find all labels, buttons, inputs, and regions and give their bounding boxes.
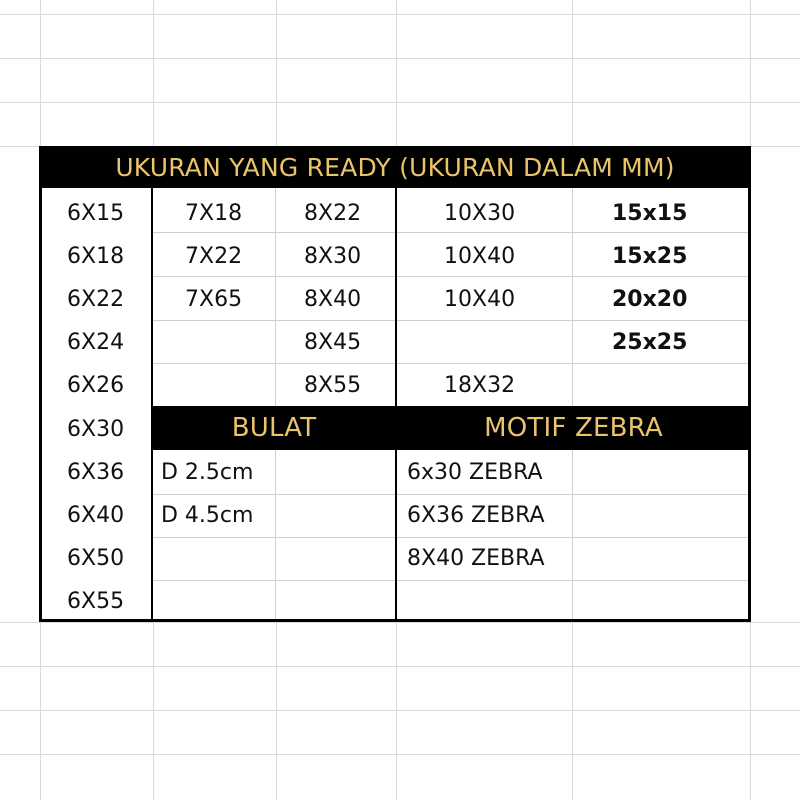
size-cell: 8X45 <box>304 330 362 355</box>
size-cell: 8X55 <box>304 373 362 398</box>
size-cell: 7X18 <box>185 201 243 226</box>
size-table <box>39 146 751 622</box>
size-cell: 10X40 <box>444 244 516 269</box>
zebra-item: 6X36 ZEBRA <box>407 503 545 528</box>
bulat-item: D 4.5cm <box>161 503 254 528</box>
row-divider <box>152 363 751 364</box>
size-cell: 6X18 <box>67 244 125 269</box>
size-cell: 6X24 <box>67 330 125 355</box>
size-cell: 7X22 <box>185 244 243 269</box>
size-cell: 8X22 <box>304 201 362 226</box>
size-cell: 10X30 <box>444 201 516 226</box>
size-cell: 6X22 <box>67 287 125 312</box>
border-left <box>39 146 42 622</box>
grid-line <box>0 58 800 59</box>
size-cell: 6X40 <box>67 503 125 528</box>
size-cell: 8X40 <box>304 287 362 312</box>
bulat-item: D 2.5cm <box>161 460 254 485</box>
grid-line <box>0 14 800 15</box>
col-divider <box>572 188 573 406</box>
size-cell: 6X26 <box>67 373 125 398</box>
zebra-header: MOTIF ZEBRA <box>396 406 751 450</box>
grid-line <box>0 710 800 711</box>
size-cell: 15x15 <box>612 201 688 226</box>
table-title: UKURAN YANG READY (UKURAN DALAM MM) <box>39 146 751 188</box>
size-cell: 25x25 <box>612 330 688 355</box>
grid-line <box>0 102 800 103</box>
divider-col1 <box>151 188 153 622</box>
row-divider <box>152 232 751 233</box>
zebra-item: 8X40 ZEBRA <box>407 546 545 571</box>
size-cell: 10X40 <box>444 287 516 312</box>
size-cell: 20x20 <box>612 287 688 312</box>
grid-line <box>0 622 800 623</box>
row-divider <box>152 320 751 321</box>
zebra-item: 6x30 ZEBRA <box>407 460 543 485</box>
size-cell: 6X15 <box>67 201 125 226</box>
size-cell: 6X50 <box>67 546 125 571</box>
size-cell: 8X30 <box>304 244 362 269</box>
size-cell: 18X32 <box>444 373 516 398</box>
grid-line <box>0 666 800 667</box>
col-divider <box>275 450 276 622</box>
size-cell: 7X65 <box>185 287 243 312</box>
grid-line <box>0 754 800 755</box>
row-divider <box>152 580 751 581</box>
size-cell: 15x25 <box>612 244 688 269</box>
divider-mid <box>395 188 397 622</box>
size-cell: 6X30 <box>67 417 125 442</box>
col-divider <box>275 188 276 406</box>
row-divider <box>152 494 751 495</box>
size-cell: 6X36 <box>67 460 125 485</box>
bulat-header: BULAT <box>152 406 396 450</box>
size-cell: 6X55 <box>67 589 125 614</box>
row-divider <box>152 276 751 277</box>
col-divider <box>572 450 573 622</box>
border-right <box>748 146 751 622</box>
row-divider <box>152 537 751 538</box>
